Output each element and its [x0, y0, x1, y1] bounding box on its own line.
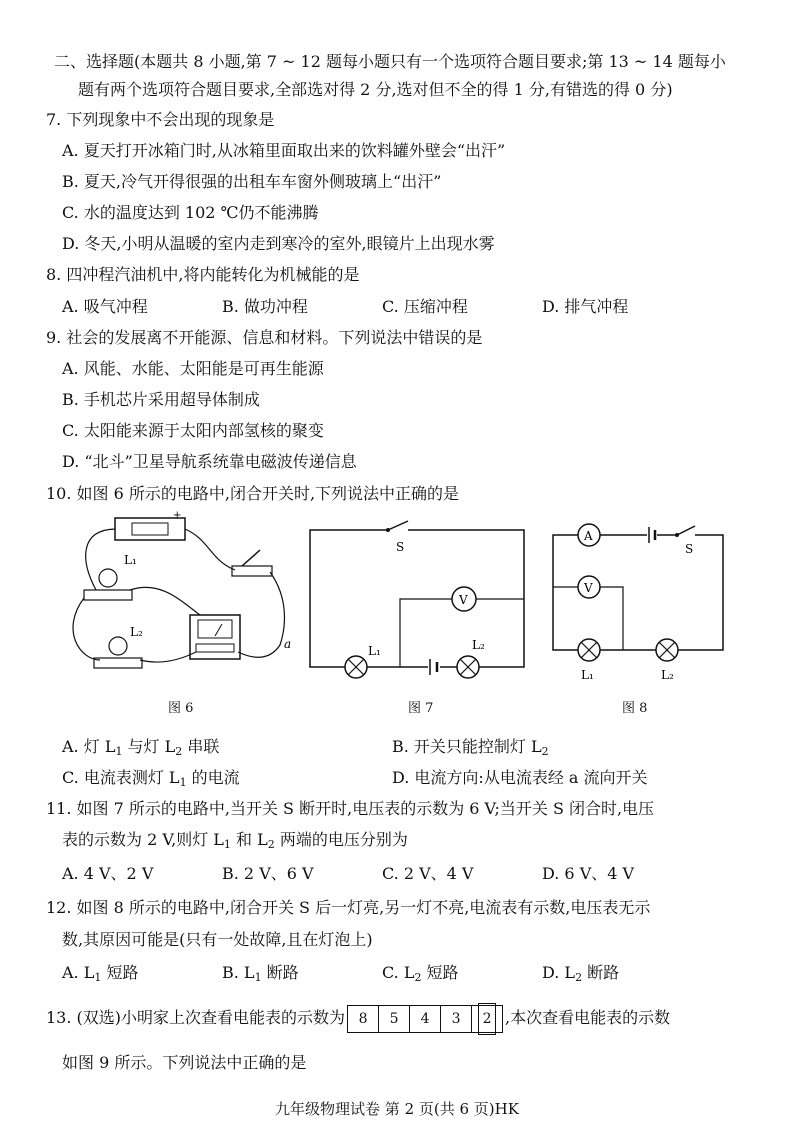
q8-options — [62, 297, 702, 317]
section-header-line2: 题有两个选项符合题目要求,全部选对得 2 分,选对但不全的得 1 分,有错选的得 0 分) — [78, 80, 673, 99]
meter-digit-decimal: 2 — [472, 1006, 502, 1032]
q8-option-c: C. 压缩冲程 — [382, 297, 468, 316]
fig7-l1-label: L₁ — [368, 644, 381, 658]
q10-stem: 10. 如图 6 所示的电路中,闭合开关时,下列说法中正确的是 — [46, 484, 460, 503]
meter-digit: 5 — [379, 1006, 410, 1032]
q7-option-a: A. 夏天打开冰箱门时,从冰箱里面取出来的饮料罐外壁会“出汗” — [62, 141, 506, 160]
page-footer: 九年级物理试卷 第 2 页(共 6 页)HK — [275, 1100, 519, 1118]
fig6-l2-label: L₂ — [130, 625, 143, 639]
fig6-point-a-label: a — [284, 637, 292, 651]
fig8-voltmeter-label: V — [584, 581, 593, 595]
q12-stem-line2: 数,其原因可能是(只有一处故障,且在灯泡上) — [62, 930, 373, 949]
energy-meter-reading — [347, 1005, 503, 1033]
q7-option-c: C. 水的温度达到 102 ℃仍不能沸腾 — [62, 203, 319, 222]
fig7-switch-label: S — [396, 540, 405, 554]
fig7-voltmeter-label: V — [459, 593, 468, 607]
q13-stem-pre: 13. (双选)小明家上次查看电能表的示数为 — [46, 1008, 346, 1027]
fig8-switch-label: S — [685, 542, 694, 556]
q10-options-row2 — [62, 768, 722, 793]
q12-option-c: C. $L_2$ 短路 — [382, 963, 459, 984]
q11-options — [62, 864, 702, 884]
q11-option-c: C. 2 V、4 V — [382, 864, 474, 883]
q7-stem: 7. 下列现象中不会出现的现象是 — [46, 110, 275, 129]
q11-option-a: A. 4 V、2 V — [62, 864, 154, 883]
switch-icon — [232, 566, 272, 576]
q12-stem-line1: 12. 如图 8 所示的电路中,闭合开关 S 后一灯亮,另一灯不亮,电流表有示数,电压表无示 — [46, 898, 651, 917]
q13-stem-line1 — [46, 1004, 670, 1033]
q10-option-b: B. 开关只能控制灯 $L_2$ — [392, 737, 549, 758]
q11-stem-line1: 11. 如图 7 所示的电路中,当开关 S 断开时,电压表的示数为 6 V;当开关 S 闭合时,电压 — [46, 799, 655, 818]
section-header-line1: 二、选择题(本题共 8 小题,第 7 ~ 12 题每小题只有一个选项符合题目要求;第 13 ~ 14 题每小 — [54, 52, 726, 71]
q11-option-b: B. 2 V、6 V — [222, 864, 314, 883]
fig8-ammeter-label: A — [584, 529, 593, 543]
figure-7-circuit — [300, 515, 540, 685]
q11-stem-line2: 表的示数为 2 V,则灯 $L_1$ 和 $L_2$ 两端的电压分别为 — [62, 830, 408, 851]
q12-option-d: D. $L_2$ 断路 — [542, 963, 620, 984]
q10-option-d: D. 电流方向:从电流表经 a 流向开关 — [392, 768, 648, 787]
meter-digit: 3 — [441, 1006, 472, 1032]
q12-options — [62, 963, 702, 988]
q10-option-c: C. 电流表测灯 $L_1$ 的电流 — [62, 768, 240, 789]
bulb-l1-icon — [99, 569, 117, 587]
battery-plus-label: + — [173, 510, 182, 521]
figure-6-caption: 图 6 — [168, 701, 194, 716]
fig7-l2-label: L₂ — [472, 638, 485, 652]
q11-option-d: D. 6 V、4 V — [542, 864, 635, 883]
q8-stem: 8. 四冲程汽油机中,将内能转化为机械能的是 — [46, 265, 360, 284]
q7-option-b: B. 夏天,冷气开得很强的出租车车窗外侧玻璃上“出汗” — [62, 172, 442, 191]
q8-option-b: B. 做功冲程 — [222, 297, 308, 316]
q10-options-row1 — [62, 737, 722, 762]
meter-digit: 4 — [410, 1006, 441, 1032]
q9-stem: 9. 社会的发展离不开能源、信息和材料。下列说法中错误的是 — [46, 328, 483, 347]
fig6-l1-label: L₁ — [124, 553, 137, 567]
q9-option-d: D. “北斗”卫星导航系统靠电磁波传递信息 — [62, 452, 357, 471]
q8-option-d: D. 排气冲程 — [542, 297, 629, 316]
fig8-l2-label: L₂ — [661, 668, 674, 682]
q13-stem-post: ,本次查看电能表的示数 — [505, 1008, 671, 1027]
figure-8-circuit — [545, 515, 735, 685]
bulb-l2-icon — [109, 637, 127, 655]
meter-digit: 8 — [348, 1006, 379, 1032]
q9-option-a: A. 风能、水能、太阳能是可再生能源 — [62, 359, 324, 378]
q10-option-a: A. 灯 $L_1$ 与灯 $L_2$ 串联 — [62, 737, 220, 758]
q8-option-a: A. 吸气冲程 — [62, 297, 148, 316]
q9-option-b: B. 手机芯片采用超导体制成 — [62, 390, 260, 409]
q12-option-b: B. $L_1$ 断路 — [222, 963, 299, 984]
fig8-l1-label: L₁ — [581, 668, 594, 682]
q7-option-d: D. 冬天,小明从温暖的室内走到寒冷的室外,眼镜片上出现水雾 — [62, 234, 495, 253]
q13-stem-line2: 如图 9 所示。下列说法中正确的是 — [62, 1053, 307, 1072]
figure-6-circuit — [60, 510, 300, 690]
q12-option-a: A. $L_1$ 短路 — [62, 963, 139, 984]
figure-8-caption: 图 8 — [622, 701, 648, 716]
figure-7-caption: 图 7 — [408, 701, 434, 716]
q9-option-c: C. 太阳能来源于太阳内部氢核的聚变 — [62, 421, 324, 440]
